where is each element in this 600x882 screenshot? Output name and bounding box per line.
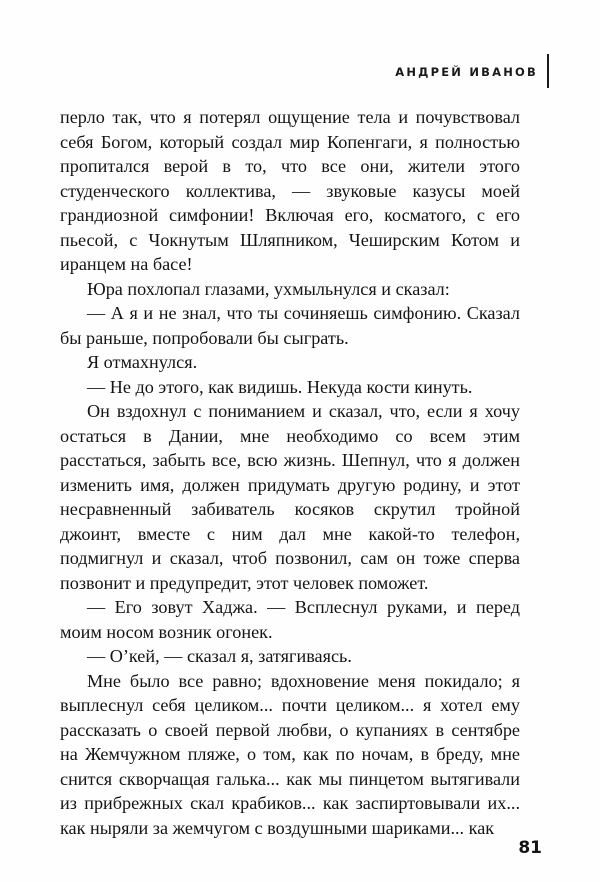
paragraph: Мне было все равно; вдохновение меня покидало; я выплеснул себя целиком... почти целиком... я хотел ему рассказать о своей первой любви, о купаниях в сентябре на Жемчужном пляже, о том, как по ночам, в бреду, мне снится скворчащая галька... как мы пинцетом вытягивали из прибрежных скал крабиков... как заспиртовывали их... как ныряли за жемчугом с воздушными шариками... как [60,670,520,838]
body-text [60,105,520,840]
dialogue-line: — Не до этого, как видишь. Некуда кости кинуть. [87,376,473,397]
paragraph-continued: перло так, что я потерял ощущение тела и почувствовал себя Богом, который создал мир Копенгаги, я полностью пропитался верой в то, что все они, жители этого студенческого коллектива, — звуковые казусы моей грандиозной симфонии! Включая его, косматого, с его пьесой, с Чокнутым Шляпником, Чеширским Котом и иранцем на басе! [60,107,520,274]
running-header-author: АНДРЕЙ ИВАНОВ [395,65,538,79]
dialogue-line: — О’кей, — сказал я, затягиваясь. [87,646,352,666]
paragraph: Я отмахнулся. [87,352,198,372]
dialogue-line: — Его зовут Хаджа. — Всплеснул руками, и перед моим носом возник огонек. [60,597,520,642]
header-vertical-rule [547,54,549,88]
dialogue-line: — А я и не знал, что ты сочиняешь симфонию. Сказал бы раньше, попробовали бы сыграть. [60,303,520,348]
paragraph: Юра похлопал глазами, ухмыльнулся и сказал: [87,278,450,299]
paragraph: Он вздохнул с пониманием и сказал, что, если я хочу остаться в Дании, мне необходимо со всем этим расстаться, забыть все, всю жизнь. Шепнул, что я должен изменить имя, должен придумать другую родину, и этот несравненный забиватель косяков скрутил тройной джоинт, вместе с ним дал мне какой-то телефон, подмигнул и сказал, чтоб позвонил, сам он тоже сперва позвонит и предупредит, этот человек поможет. [60,401,520,593]
page-number: 81 [518,838,542,858]
